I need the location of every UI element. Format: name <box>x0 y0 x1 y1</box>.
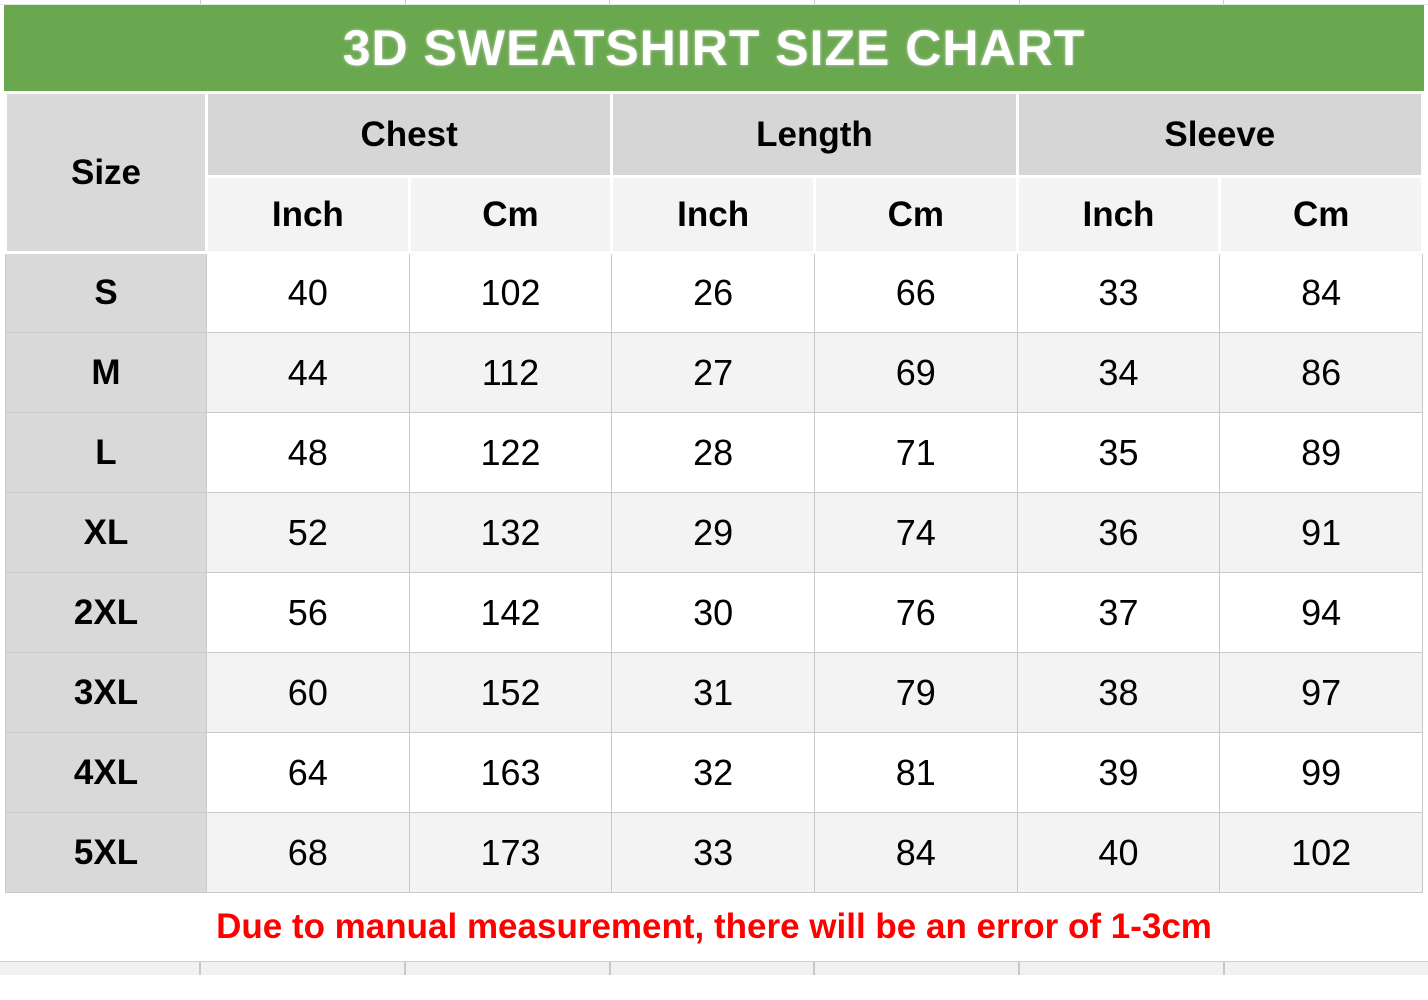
measurement-cell: 40 <box>207 253 410 333</box>
measurement-cell: 35 <box>1017 413 1220 493</box>
measurement-cell: 32 <box>612 733 815 813</box>
row-size-label: 4XL <box>6 733 207 813</box>
gridline-cell <box>611 962 816 975</box>
measurement-note-text: Due to manual measurement, there will be an error of 1-3cm <box>216 907 1212 946</box>
table-row <box>6 493 1423 573</box>
gridline-cell <box>1020 962 1225 975</box>
measurement-cell: 38 <box>1017 653 1220 733</box>
chest-cm-header: Cm <box>409 177 612 253</box>
gridline-cell <box>201 962 406 975</box>
measurement-cell: 56 <box>207 573 410 653</box>
measurement-cell: 76 <box>814 573 1017 653</box>
measurement-cell: 71 <box>814 413 1017 493</box>
measurement-cell: 74 <box>814 493 1017 573</box>
table-header <box>6 93 1423 253</box>
unit-header-row <box>6 177 1423 253</box>
table-row <box>6 573 1423 653</box>
row-size-label: M <box>6 333 207 413</box>
sleeve-inch-header: Inch <box>1017 177 1220 253</box>
size-chart-table <box>4 91 1424 893</box>
measurement-cell: 84 <box>814 813 1017 893</box>
measurement-cell: 36 <box>1017 493 1220 573</box>
measurement-cell: 44 <box>207 333 410 413</box>
measurement-cell: 112 <box>409 333 612 413</box>
measurement-cell: 26 <box>612 253 815 333</box>
measurement-cell: 33 <box>612 813 815 893</box>
gridline-cell <box>201 0 406 4</box>
measurement-cell: 69 <box>814 333 1017 413</box>
measurement-note-row <box>4 893 1424 961</box>
measurement-cell: 48 <box>207 413 410 493</box>
gridline-cell <box>815 962 1020 975</box>
measurement-cell: 66 <box>814 253 1017 333</box>
gridline-cell <box>0 962 201 975</box>
measurement-cell: 37 <box>1017 573 1220 653</box>
measurement-cell: 122 <box>409 413 612 493</box>
measurement-cell: 97 <box>1220 653 1423 733</box>
measurement-cell: 64 <box>207 733 410 813</box>
measurement-cell: 29 <box>612 493 815 573</box>
measurement-cell: 79 <box>814 653 1017 733</box>
measurement-cell: 84 <box>1220 253 1423 333</box>
chest-group-header: Chest <box>207 93 612 177</box>
gridline-cell <box>406 962 611 975</box>
measurement-cell: 31 <box>612 653 815 733</box>
table-row <box>6 333 1423 413</box>
row-size-label: L <box>6 413 207 493</box>
row-size-label: 2XL <box>6 573 207 653</box>
measurement-cell: 40 <box>1017 813 1220 893</box>
chest-inch-header: Inch <box>207 177 410 253</box>
gridline-cell <box>815 0 1020 4</box>
group-header-row <box>6 93 1423 177</box>
measurement-cell: 81 <box>814 733 1017 813</box>
length-inch-header: Inch <box>612 177 815 253</box>
gridline-cell <box>610 0 815 4</box>
gridline-cell <box>1224 0 1428 4</box>
measurement-cell: 99 <box>1220 733 1423 813</box>
measurement-cell: 152 <box>409 653 612 733</box>
size-column-header: Size <box>6 93 207 253</box>
chart-title-banner <box>4 5 1424 91</box>
length-cm-header: Cm <box>814 177 1017 253</box>
row-size-label: 5XL <box>6 813 207 893</box>
table-row <box>6 813 1423 893</box>
measurement-cell: 173 <box>409 813 612 893</box>
table-row <box>6 253 1423 333</box>
gridline-cell <box>0 0 201 4</box>
measurement-cell: 27 <box>612 333 815 413</box>
measurement-cell: 52 <box>207 493 410 573</box>
measurement-cell: 34 <box>1017 333 1220 413</box>
table-row <box>6 653 1423 733</box>
spreadsheet-gridline-strip-bottom <box>0 961 1428 975</box>
measurement-cell: 86 <box>1220 333 1423 413</box>
table-row <box>6 733 1423 813</box>
measurement-cell: 102 <box>1220 813 1423 893</box>
measurement-cell: 28 <box>612 413 815 493</box>
measurement-cell: 132 <box>409 493 612 573</box>
row-size-label: S <box>6 253 207 333</box>
measurement-cell: 60 <box>207 653 410 733</box>
row-size-label: XL <box>6 493 207 573</box>
page-title: 3D SWEATSHIRT SIZE CHART <box>342 20 1086 76</box>
gridline-cell <box>1225 962 1428 975</box>
measurement-cell: 30 <box>612 573 815 653</box>
length-group-header: Length <box>612 93 1017 177</box>
gridline-cell <box>406 0 611 4</box>
sleeve-group-header: Sleeve <box>1017 93 1422 177</box>
measurement-cell: 91 <box>1220 493 1423 573</box>
measurement-cell: 89 <box>1220 413 1423 493</box>
row-size-label: 3XL <box>6 653 207 733</box>
measurement-cell: 94 <box>1220 573 1423 653</box>
measurement-cell: 163 <box>409 733 612 813</box>
gridline-cell <box>1020 0 1225 4</box>
size-table-body <box>6 253 1423 893</box>
measurement-cell: 68 <box>207 813 410 893</box>
measurement-cell: 39 <box>1017 733 1220 813</box>
measurement-cell: 142 <box>409 573 612 653</box>
table-row <box>6 413 1423 493</box>
measurement-cell: 33 <box>1017 253 1220 333</box>
measurement-cell: 102 <box>409 253 612 333</box>
sleeve-cm-header: Cm <box>1220 177 1423 253</box>
